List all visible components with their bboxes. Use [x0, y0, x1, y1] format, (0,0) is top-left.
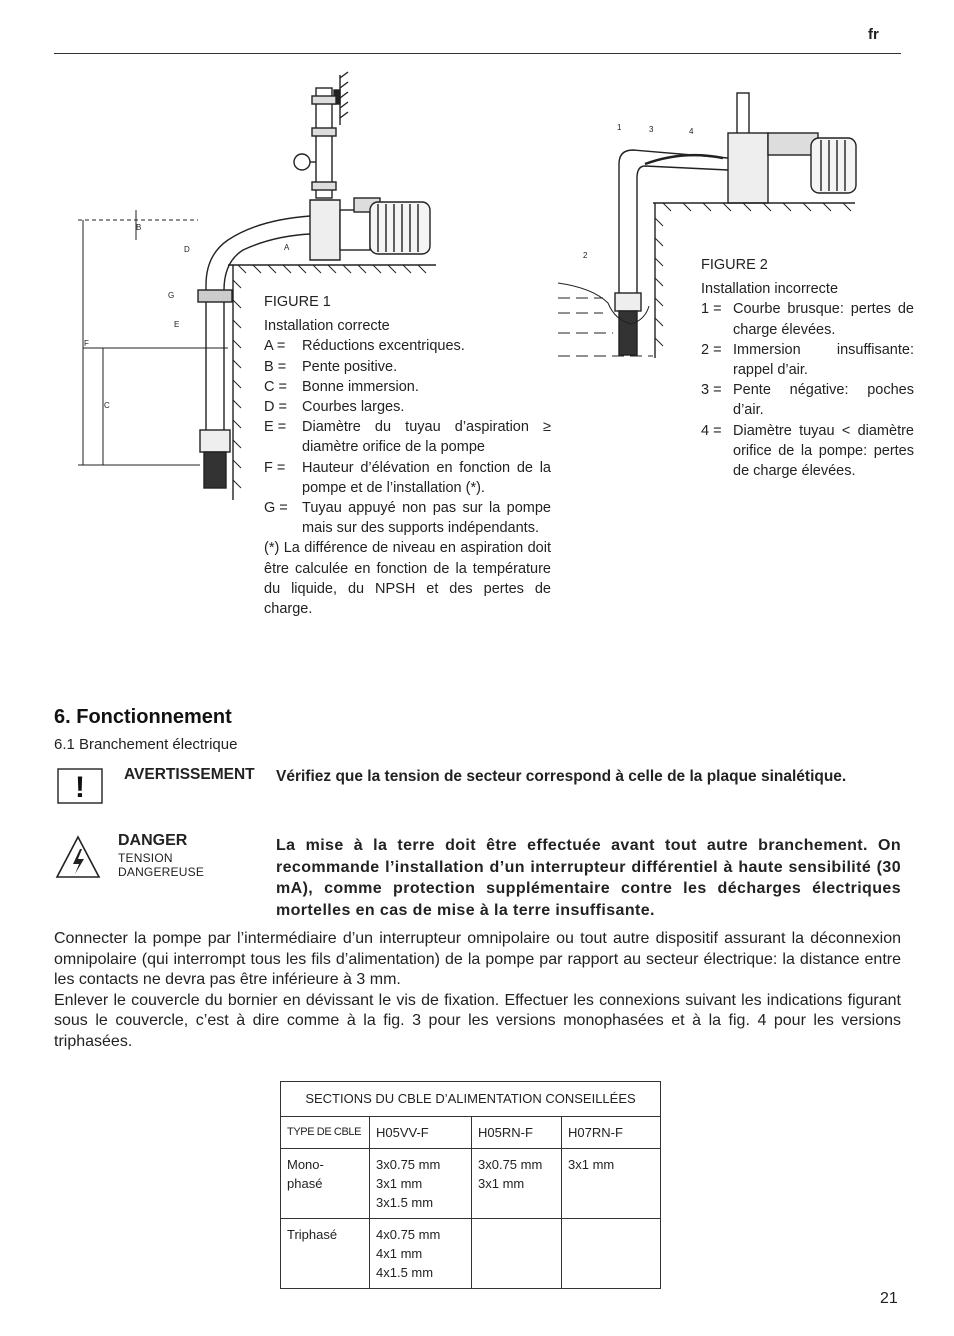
table-title: SECTIONS DU CBLE D’ALIMENTATION CONSEILLÉES: [281, 1082, 661, 1117]
table-row: [281, 1149, 661, 1219]
language-tag: fr: [868, 26, 879, 43]
label-g: G: [168, 291, 175, 300]
foot-valve: [200, 430, 230, 452]
label-4: 4: [689, 127, 694, 136]
high-voltage-icon: [55, 834, 101, 880]
legend-item: F = Hauteur d’élévation en fonction de la pompe et de l’installation (*).: [264, 459, 551, 496]
body-text: [54, 929, 901, 1052]
table-row: [281, 1219, 661, 1289]
table-header-row: [281, 1117, 661, 1149]
pump-body: [310, 200, 340, 260]
figure1-note: (*) La différence de niveau en aspiration doit être calculée en fonction de la température du liquide, du NPSH et des pertes de charge.: [264, 540, 551, 618]
label-a: A: [284, 243, 290, 252]
legend-item: 4 = Diamètre tuyau < diamètre orifice de la pompe: pertes de charge élevées.: [701, 422, 914, 480]
table-cell: Triphasé: [281, 1219, 370, 1289]
label-e: E: [174, 320, 180, 329]
label-b: B: [136, 223, 142, 232]
figure2-title: FIGURE 2: [701, 257, 768, 273]
danger-sublabel: TENSION DANGEREUSE: [118, 851, 205, 879]
legend-item: B = Pente positive.: [264, 358, 398, 375]
table-header: TYPE DE CBLE: [281, 1117, 370, 1149]
danger-text: La mise à la terre doit être effectuée avant tout autre branchement. On recommande l’installation d’un interrupteur différentiel à haute sensibilité (30 mA), comme protection supplémentaire contre les décharges électriques mortelles en cas de mise à la terre insuffisante.: [276, 837, 901, 919]
header-rule: [54, 53, 901, 54]
paragraph: Enlever le couvercle du bornier en dévissant le vis de fixation. Effectuer les connexions suivant les indications figurant sous le couvercle, c’est à dire comme à la fig. 3 pour les versions monophasées et à la fig. 4 pour les versions triphasées.: [54, 991, 901, 1050]
label-2: 2: [583, 251, 588, 260]
legend-item: 3 = Pente négative: poches d’air.: [701, 382, 914, 419]
table-cell: 3x0.75 mm 3x1 mm 3x1.5 mm: [370, 1149, 472, 1219]
legend-item: A = Réductions excentriques.: [264, 338, 465, 355]
table-header: H07RN-F: [562, 1117, 661, 1149]
warning-icon: [57, 768, 103, 804]
pump-body: [728, 133, 768, 203]
label-f: F: [84, 339, 89, 348]
table-cell: [472, 1219, 562, 1289]
table-cell: Mono- phasé: [281, 1149, 370, 1219]
table-cell: 3x1 mm: [562, 1149, 661, 1219]
danger-label: DANGER: [118, 832, 188, 849]
legend-item: D = Courbes larges.: [264, 399, 405, 416]
legend-item: 2 = Immersion insuffisante: rappel d’air.: [701, 341, 914, 379]
legend-item: G = Tuyau appuyé non pas sur la pompe mais sur des supports indépendants.: [264, 500, 551, 537]
section-subtitle: 6.1 Branchement électrique: [54, 736, 238, 753]
legend-item: 1 = Courbe brusque: pertes de charge élevées.: [701, 301, 914, 338]
pipe-support: [198, 290, 232, 302]
table-cell: [562, 1219, 661, 1289]
air-pocket: [645, 155, 723, 164]
page-number: 21: [880, 1290, 898, 1307]
motor: [811, 138, 856, 193]
table-header: H05VV-F: [370, 1117, 472, 1149]
svg-text:!: !: [75, 771, 85, 804]
label-d: D: [184, 245, 190, 254]
paragraph: Connecter la pompe par l’intermédiaire d’un interrupteur omnipolaire ou tout autre dispositif assurant la déconnexion omnipolaire (qui interrompt tous les fils d’alimentation) de la pompe par rapport au secteur électrique: la distance entre les contacts ne devra pas être inférieure à 3 mm.: [54, 930, 901, 988]
warning-label: AVERTISSEMENT: [124, 766, 255, 783]
table-cell: 4x0.75 mm 4x1 mm 4x1.5 mm: [370, 1219, 472, 1289]
legend-item: C = Bonne immersion.: [264, 378, 419, 395]
label-c: C: [104, 401, 110, 410]
warning-text: Vérifiez que la tension de secteur correspond à celle de la plaque sinalétique.: [276, 768, 847, 785]
table-header: H05RN-F: [472, 1117, 562, 1149]
cable-section-table: [280, 1081, 661, 1289]
figure1-caption: [264, 292, 551, 619]
legend-item: E = Diamètre du tuyau d’aspiration ≥ diamètre orifice de la pompe: [264, 419, 551, 456]
section-title: 6. Fonctionnement: [54, 706, 232, 728]
figure1-subtitle: Installation correcte: [264, 318, 390, 335]
table-cell: 3x0.75 mm 3x1 mm: [472, 1149, 562, 1219]
foot-valve: [615, 293, 641, 311]
motor: [370, 202, 430, 254]
figure1-title: FIGURE 1: [264, 294, 331, 310]
label-1: 1: [617, 123, 622, 132]
label-3: 3: [649, 125, 654, 134]
figure2-caption: [701, 255, 914, 481]
pressure-gauge: [294, 154, 310, 170]
figure2-subtitle: Installation incorrecte: [701, 281, 839, 298]
